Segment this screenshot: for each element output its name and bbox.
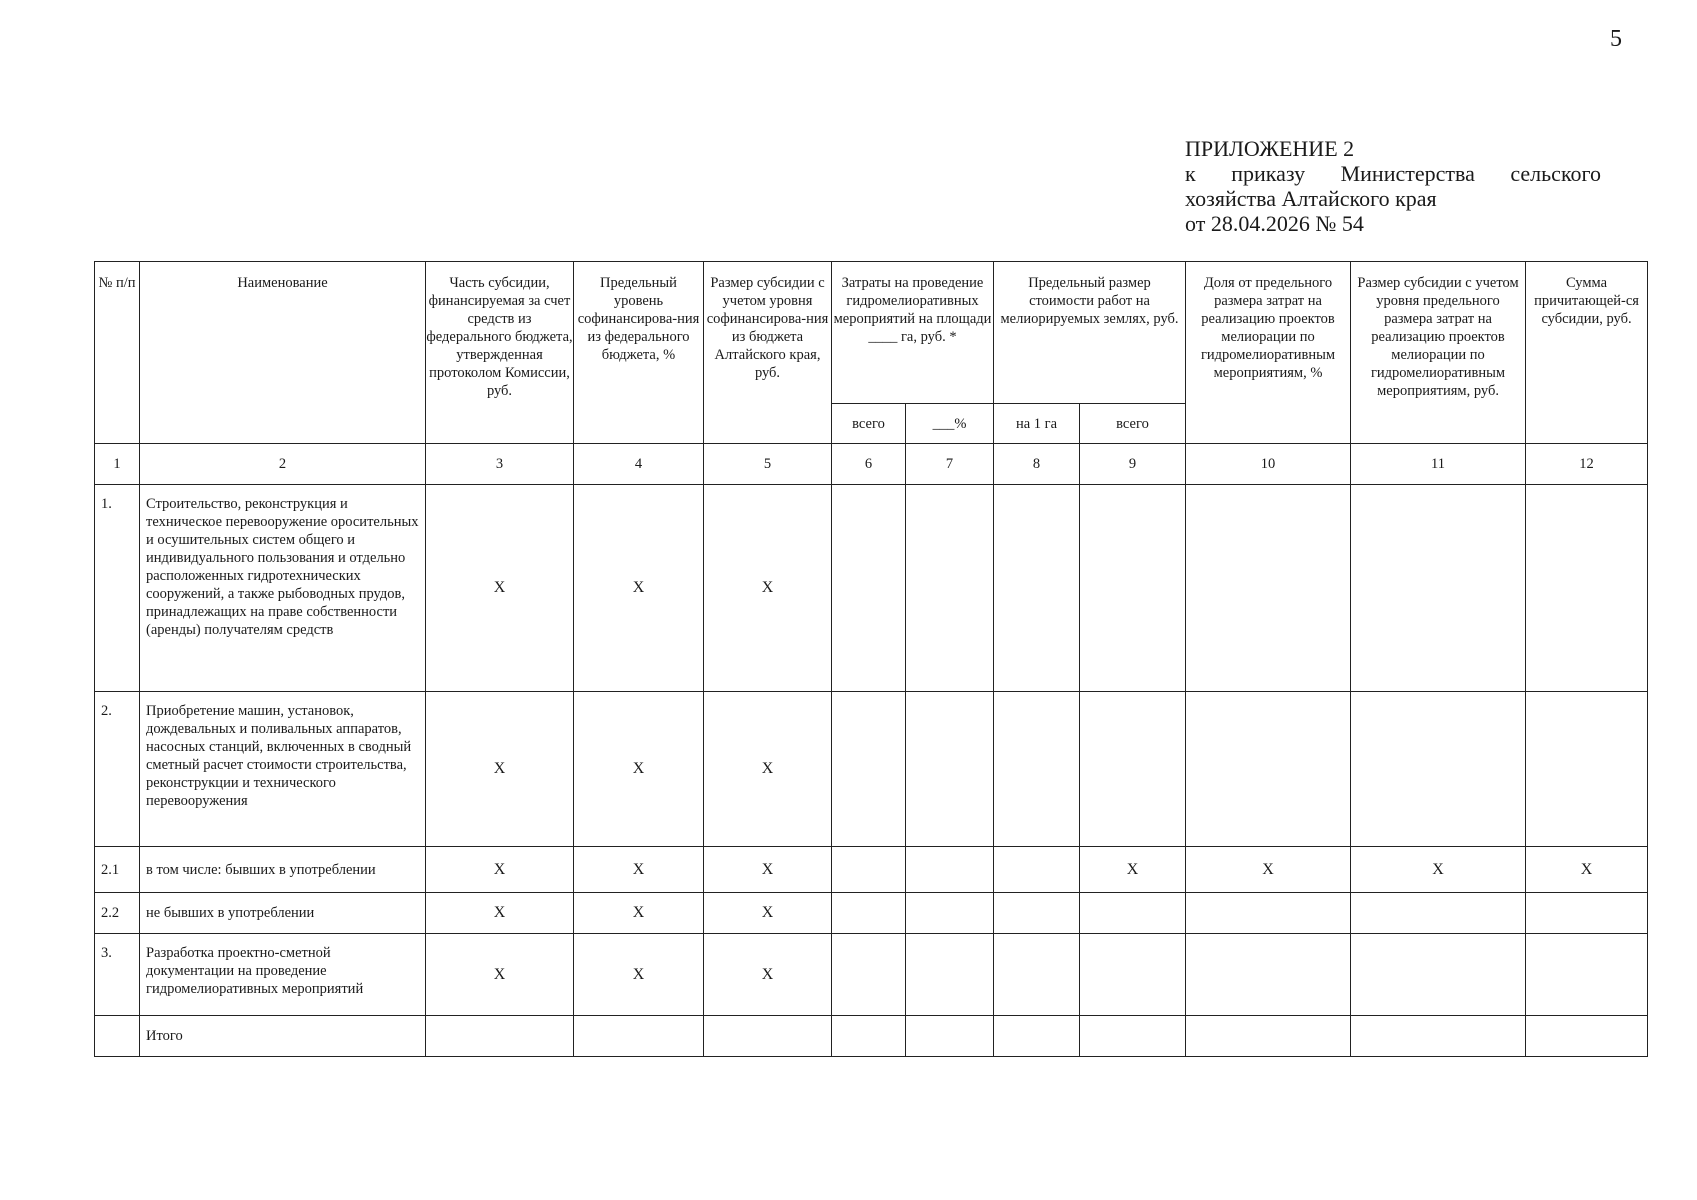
table-cell <box>1526 485 1648 692</box>
table-cell <box>832 692 906 847</box>
table-cell <box>994 847 1080 893</box>
appendix-header <box>1185 136 1601 236</box>
column-number: 8 <box>994 444 1080 485</box>
table-cell: X <box>574 485 704 692</box>
table-cell: X <box>574 893 704 934</box>
table-cell <box>1526 934 1648 1016</box>
table-cell <box>1351 1016 1526 1057</box>
row-name: Разработка проектно-сметной документации на проведение гидромелиоративных мероприятий <box>140 934 426 1016</box>
row-name: Приобретение машин, установок, дождевальных и поливальных аппаратов, насосных станций, включенных в сводный сметный расчет стоимости строительства, реконструкции и технического перевооружения <box>140 692 426 847</box>
table-cell: X <box>1080 847 1186 893</box>
table-cell: X <box>426 485 574 692</box>
subheader-per-hectare: на 1 га <box>994 404 1080 444</box>
appendix-date-line: от 28.04.2026 № 54 <box>1185 211 1364 236</box>
header-federal-part: Часть субсидии, финансируемая за счет средств из федерального бюджета, утвержденная протоколом Комиссии, руб. <box>426 262 574 444</box>
table-cell: X <box>704 893 832 934</box>
table-cell <box>426 1016 574 1057</box>
table-cell <box>1526 692 1648 847</box>
table-cell <box>832 1016 906 1057</box>
table-cell: X <box>574 934 704 1016</box>
subheader-costs-total: всего <box>832 404 906 444</box>
table-cell <box>1186 893 1351 934</box>
header-subsidy-with-limit: Размер субсидии с учетом уровня предельного размера затрат на реализацию проектов мелиорации по гидромелиоративным мероприятиям, руб. <box>1351 262 1526 444</box>
table-cell <box>1186 692 1351 847</box>
appendix-order-line: к приказу Министерства сельского <box>1185 161 1601 186</box>
table-cell <box>1080 893 1186 934</box>
column-number: 5 <box>704 444 832 485</box>
table-cell: X <box>1351 847 1526 893</box>
table-cell: X <box>426 692 574 847</box>
table-cell <box>1526 1016 1648 1057</box>
header-number: № п/п <box>95 262 140 444</box>
table-cell: X <box>426 893 574 934</box>
table-row <box>95 847 1648 893</box>
column-number: 6 <box>832 444 906 485</box>
table-cell <box>1526 893 1648 934</box>
table-row-total <box>95 1016 1648 1057</box>
appendix-ministry-line: хозяйства Алтайского края <box>1185 186 1437 211</box>
table-cell <box>1351 934 1526 1016</box>
table-cell <box>574 1016 704 1057</box>
column-number: 7 <box>906 444 994 485</box>
table-cell <box>832 847 906 893</box>
column-number: 9 <box>1080 444 1186 485</box>
table-cell <box>906 1016 994 1057</box>
table-row <box>95 692 1648 847</box>
table-cell <box>1351 692 1526 847</box>
table-cell <box>1351 485 1526 692</box>
table-cell <box>906 485 994 692</box>
row-number: 2.2 <box>95 893 140 934</box>
row-number: 2. <box>95 692 140 847</box>
table-row <box>95 893 1648 934</box>
row-number: 2.1 <box>95 847 140 893</box>
row-name-total: Итого <box>140 1016 426 1057</box>
table-cell <box>994 485 1080 692</box>
table-cell <box>1080 1016 1186 1057</box>
table-cell <box>906 692 994 847</box>
table-cell <box>1351 893 1526 934</box>
header-name: Наименование <box>140 262 426 444</box>
header-total-subsidy: Сумма причитающей-ся субсидии, руб. <box>1526 262 1648 444</box>
column-number: 10 <box>1186 444 1351 485</box>
subheader-limit-total: всего <box>1080 404 1186 444</box>
column-number: 3 <box>426 444 574 485</box>
header-costs: Затраты на проведение гидромелиоративных мероприятий на площади ____ га, руб. * <box>832 262 994 404</box>
table-cell <box>832 893 906 934</box>
row-number: 1. <box>95 485 140 692</box>
header-limit-cost: Предельный размер стоимости работ на мелиорируемых землях, руб. <box>994 262 1186 404</box>
row-name: Строительство, реконструкция и техническое перевооружение оросительных и осушительных систем общего и индивидуального пользования и отдельно расположенных гидротехнических сооружений, а также рыбоводных прудов, принадлежащих на праве собственности (аренды) получателям средств <box>140 485 426 692</box>
table-cell <box>994 692 1080 847</box>
table-cell <box>1186 1016 1351 1057</box>
table-cell: X <box>704 692 832 847</box>
subheader-costs-percent: ___% <box>906 404 994 444</box>
table-cell: X <box>574 847 704 893</box>
table-row <box>95 934 1648 1016</box>
table-cell: X <box>426 847 574 893</box>
header-cofinancing-level: Предельный уровень софинансирова-ния из федерального бюджета, % <box>574 262 704 444</box>
subsidy-table <box>94 261 1648 1057</box>
table-cell <box>832 934 906 1016</box>
row-number: 3. <box>95 934 140 1016</box>
table-cell <box>994 1016 1080 1057</box>
table-cell <box>1080 934 1186 1016</box>
column-numbers-row <box>95 444 1648 485</box>
column-number: 12 <box>1526 444 1648 485</box>
appendix-title: ПРИЛОЖЕНИЕ 2 <box>1185 136 1355 161</box>
table-cell: X <box>704 847 832 893</box>
page-number: 5 <box>1610 26 1622 52</box>
table-cell: X <box>704 485 832 692</box>
column-number: 2 <box>140 444 426 485</box>
column-number: 1 <box>95 444 140 485</box>
table-row <box>95 485 1648 692</box>
table-cell <box>906 893 994 934</box>
table-cell: X <box>704 934 832 1016</box>
table-cell <box>1080 692 1186 847</box>
table-cell: X <box>574 692 704 847</box>
row-number <box>95 1016 140 1057</box>
header-regional-subsidy: Размер субсидии с учетом уровня софинансирова-ния из бюджета Алтайского края, руб. <box>704 262 832 444</box>
table-cell <box>1080 485 1186 692</box>
row-name: не бывших в употреблении <box>140 893 426 934</box>
table-cell <box>1186 934 1351 1016</box>
table-cell: X <box>426 934 574 1016</box>
table-cell <box>704 1016 832 1057</box>
table-cell <box>1186 485 1351 692</box>
table-cell <box>994 934 1080 1016</box>
table-cell <box>906 934 994 1016</box>
column-number: 11 <box>1351 444 1526 485</box>
table-cell: X <box>1186 847 1351 893</box>
column-number: 4 <box>574 444 704 485</box>
row-name: в том числе: бывших в употреблении <box>140 847 426 893</box>
header-share: Доля от предельного размера затрат на реализацию проектов мелиорации по гидромелиоративным мероприятиям, % <box>1186 262 1351 444</box>
table-cell <box>832 485 906 692</box>
table-cell <box>906 847 994 893</box>
table-cell <box>994 893 1080 934</box>
table-cell: X <box>1526 847 1648 893</box>
